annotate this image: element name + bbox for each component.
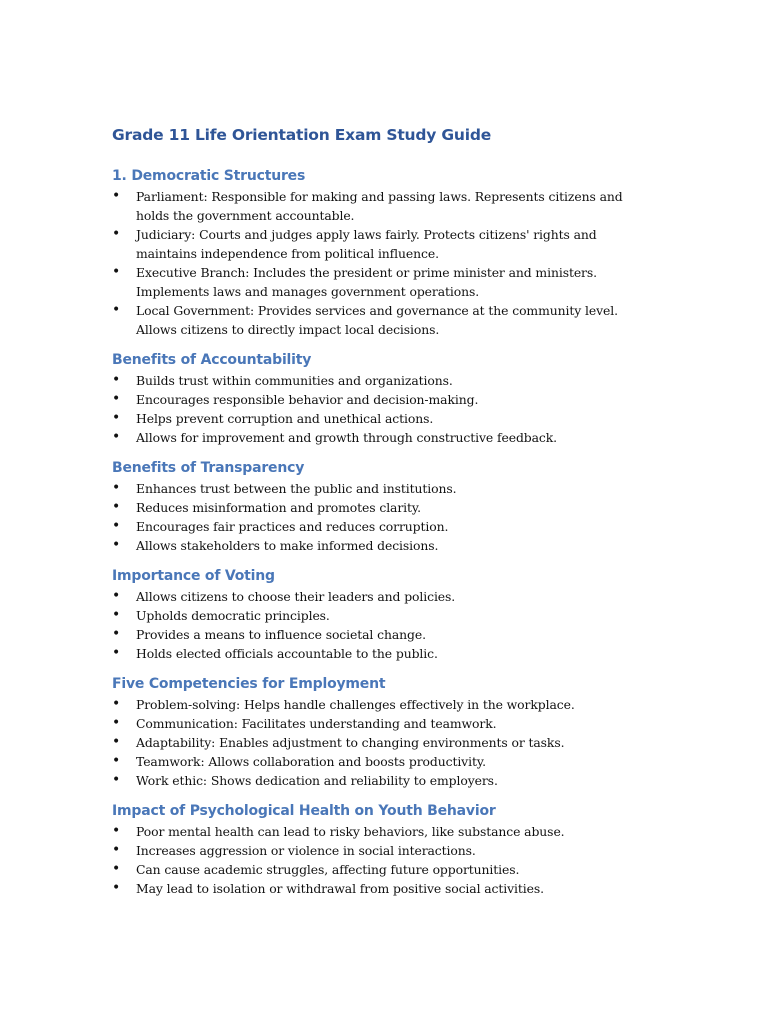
section-heading: Importance of Voting: [112, 568, 275, 584]
list-item: • Builds trust within communities and organizations.: [112, 371, 652, 390]
list-item: • May lead to isolation or withdrawal from positive social activities.: [112, 879, 652, 898]
list-item: • Teamwork: Allows collaboration and boosts productivity.: [112, 752, 652, 771]
section-heading: Benefits of Transparency: [112, 460, 305, 476]
document-page: [112, 122, 652, 908]
list-item: • Executive Branch: Includes the president or prime minister and ministers. Implements laws and manages government operations.: [112, 263, 652, 301]
document-title: Grade 11 Life Orientation Exam Study Guide: [112, 126, 492, 144]
bullet-list: [112, 822, 652, 898]
list-item: • Judiciary: Courts and judges apply laws fairly. Protects citizens' rights and maintains independence from political influence.: [112, 225, 652, 263]
list-item: • Holds elected officials accountable to the public.: [112, 644, 652, 663]
section-heading: 1. Democratic Structures: [112, 168, 306, 184]
bullet-list: [112, 187, 652, 339]
section: [112, 800, 652, 898]
list-item: • Parliament: Responsible for making and passing laws. Represents citizens and holds the government accountable.: [112, 187, 652, 225]
list-item: • Enhances trust between the public and institutions.: [112, 479, 652, 498]
list-item: • Poor mental health can lead to risky behaviors, like substance abuse.: [112, 822, 652, 841]
list-item: • Allows for improvement and growth through constructive feedback.: [112, 428, 652, 447]
list-item: • Allows citizens to choose their leaders and policies.: [112, 587, 652, 606]
list-item: • Encourages fair practices and reduces corruption.: [112, 517, 652, 536]
bullet-list: [112, 587, 652, 663]
list-item: • Helps prevent corruption and unethical actions.: [112, 409, 652, 428]
list-item: • Encourages responsible behavior and decision-making.: [112, 390, 652, 409]
list-item: • Adaptability: Enables adjustment to changing environments or tasks.: [112, 733, 652, 752]
section-heading: Impact of Psychological Health on Youth Behavior: [112, 803, 496, 819]
list-item: • Work ethic: Shows dedication and reliability to employers.: [112, 771, 652, 790]
section: [112, 165, 652, 339]
bullet-list: [112, 479, 652, 555]
list-item: • Local Government: Provides services and governance at the community level. Allows citizens to directly impact local decisions.: [112, 301, 652, 339]
section: [112, 349, 652, 447]
section: [112, 565, 652, 663]
list-item: • Upholds democratic principles.: [112, 606, 652, 625]
document-body: [112, 165, 652, 898]
section: [112, 457, 652, 555]
bullet-list: [112, 695, 652, 790]
section-heading: Five Competencies for Employment: [112, 676, 386, 692]
list-item: • Increases aggression or violence in social interactions.: [112, 841, 652, 860]
section-heading: Benefits of Accountability: [112, 352, 312, 368]
bullet-list: [112, 371, 652, 447]
list-item: • Communication: Facilitates understanding and teamwork.: [112, 714, 652, 733]
list-item: • Provides a means to influence societal change.: [112, 625, 652, 644]
list-item: • Can cause academic struggles, affecting future opportunities.: [112, 860, 652, 879]
list-item: • Problem-solving: Helps handle challenges effectively in the workplace.: [112, 695, 652, 714]
list-item: • Reduces misinformation and promotes clarity.: [112, 498, 652, 517]
list-item: • Allows stakeholders to make informed decisions.: [112, 536, 652, 555]
section: [112, 673, 652, 790]
